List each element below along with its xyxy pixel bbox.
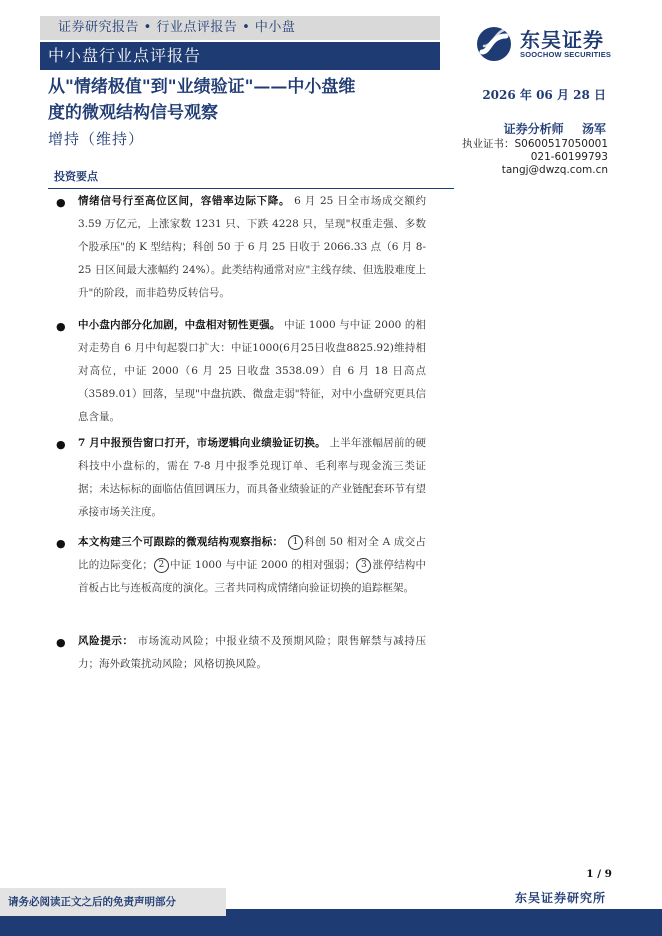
license-number: 执业证书：S0600517050001 (461, 138, 608, 150)
bullet-icon: ● (56, 320, 66, 333)
keypoint-3-body: 上半年涨幅居前的硬科技中小盘标的，需在 7-8 月中报季兑现订单、毛利率与现金流三类证据；未达标标的面临估值回调压力，而具备业绩验证的产业链配套环节有望承接市场关注度。 (78, 437, 426, 518)
keypoint-4-item-3: 涨停结构中首板占比与连板高度的演化。三者共同构成情绪向验证切换的追踪框架。 (78, 559, 427, 594)
bullet-icon: ● (56, 196, 66, 209)
circled-number: 1 (288, 535, 303, 550)
analyst-role: 证券分析师 (503, 122, 564, 136)
report-type-banner: 中小盘行业点评报告 (40, 42, 440, 70)
keypoint-5-heading: 风险提示： (78, 635, 134, 647)
keypoint-1 (78, 190, 426, 305)
breadcrumb: 证券研究报告 • 行业点评报告 • 中小盘 (40, 16, 440, 40)
keypoint-2-body: 中证 1000 与中证 2000 的相对走势自 6 月中旬起裂口扩大：中证1000(6月25日收盘8825.92)维持相对高位，中证 2000（6 月 25 日收盘 3538.09）自 6 月 18 日高点（3589.01）回落，呈现"中盘抗跌、微盘走弱"特征，对中小盘研究更具信息含量。 (78, 319, 426, 423)
keypoint-5-body: 市场流动风险；中报业绩不及预期风险；限售解禁与减持压力；海外政策扰动风险；风格切换风险。 (78, 635, 427, 670)
analyst-name: 汤军 (581, 122, 606, 136)
bullet-icon: ● (56, 537, 66, 550)
keypoint-5 (78, 630, 426, 676)
rating: 增持（维持） (48, 130, 145, 148)
email[interactable]: tangj@dwzq.com.cn (501, 164, 608, 176)
circled-number: 3 (356, 558, 371, 573)
report-title-line2: 度的微观结构信号观察 (48, 103, 218, 123)
disclaimer-note: 请务必阅读正文之后的免责声明部分 (0, 888, 226, 916)
bullet-icon: ● (56, 438, 66, 451)
logo-text: 东吴证券 (520, 28, 604, 52)
logo-text-en: SOOCHOW SECURITIES (520, 50, 612, 59)
keypoint-4 (78, 531, 426, 600)
page-number: 1 / 9 (586, 868, 612, 880)
keypoint-1-body: 6 月 25 日全市场成交额约 3.59 万亿元，上涨家数 1231 只、下跌 4228 只，呈现"权重走强、多数个股承压"的 K 型结构；科创 50 于 6 月 25 日收于 2066.33 点（6 月 8-25 日区间最大涨幅约 24%）。此类结构通常对应"主线存续、但选股难度上升"的阶段，而非趋势反转信号。 (78, 195, 427, 299)
keypoint-4-heading: 本文构建三个可跟踪的微观结构观察指标： (78, 536, 284, 548)
bullet-icon: ● (56, 636, 66, 649)
circled-number: 2 (154, 558, 169, 573)
keypoint-2 (78, 314, 426, 429)
report-date: 2026 年 06 月 28 日 (482, 88, 606, 102)
phone: 021-60199793 (530, 151, 608, 163)
keypoints-title: 投资要点 (48, 166, 454, 189)
institute-name: 东吴证券研究所 (514, 891, 606, 905)
analyst (504, 120, 606, 137)
report-title (48, 74, 448, 126)
keypoint-2-heading: 中小盘内部分化加剧，中盘相对韧性更强。 (78, 319, 281, 331)
keypoint-3-heading: 7 月中报预告窗口打开，市场逻辑向业绩验证切换。 (78, 437, 326, 449)
report-title-line1: 从"情绪极值"到"业绩验证"——中小盘维 (48, 77, 356, 97)
keypoint-4-item-1: 科创 50 相对全 A 成交占比的边际变化； (78, 536, 427, 571)
keypoint-4-item-2: 中证 1000 与中证 2000 的相对强弱； (169, 559, 356, 571)
keypoint-1-heading: 情绪信号行至高位区间，容错率边际下降。 (78, 195, 291, 207)
keypoint-3 (78, 432, 426, 524)
